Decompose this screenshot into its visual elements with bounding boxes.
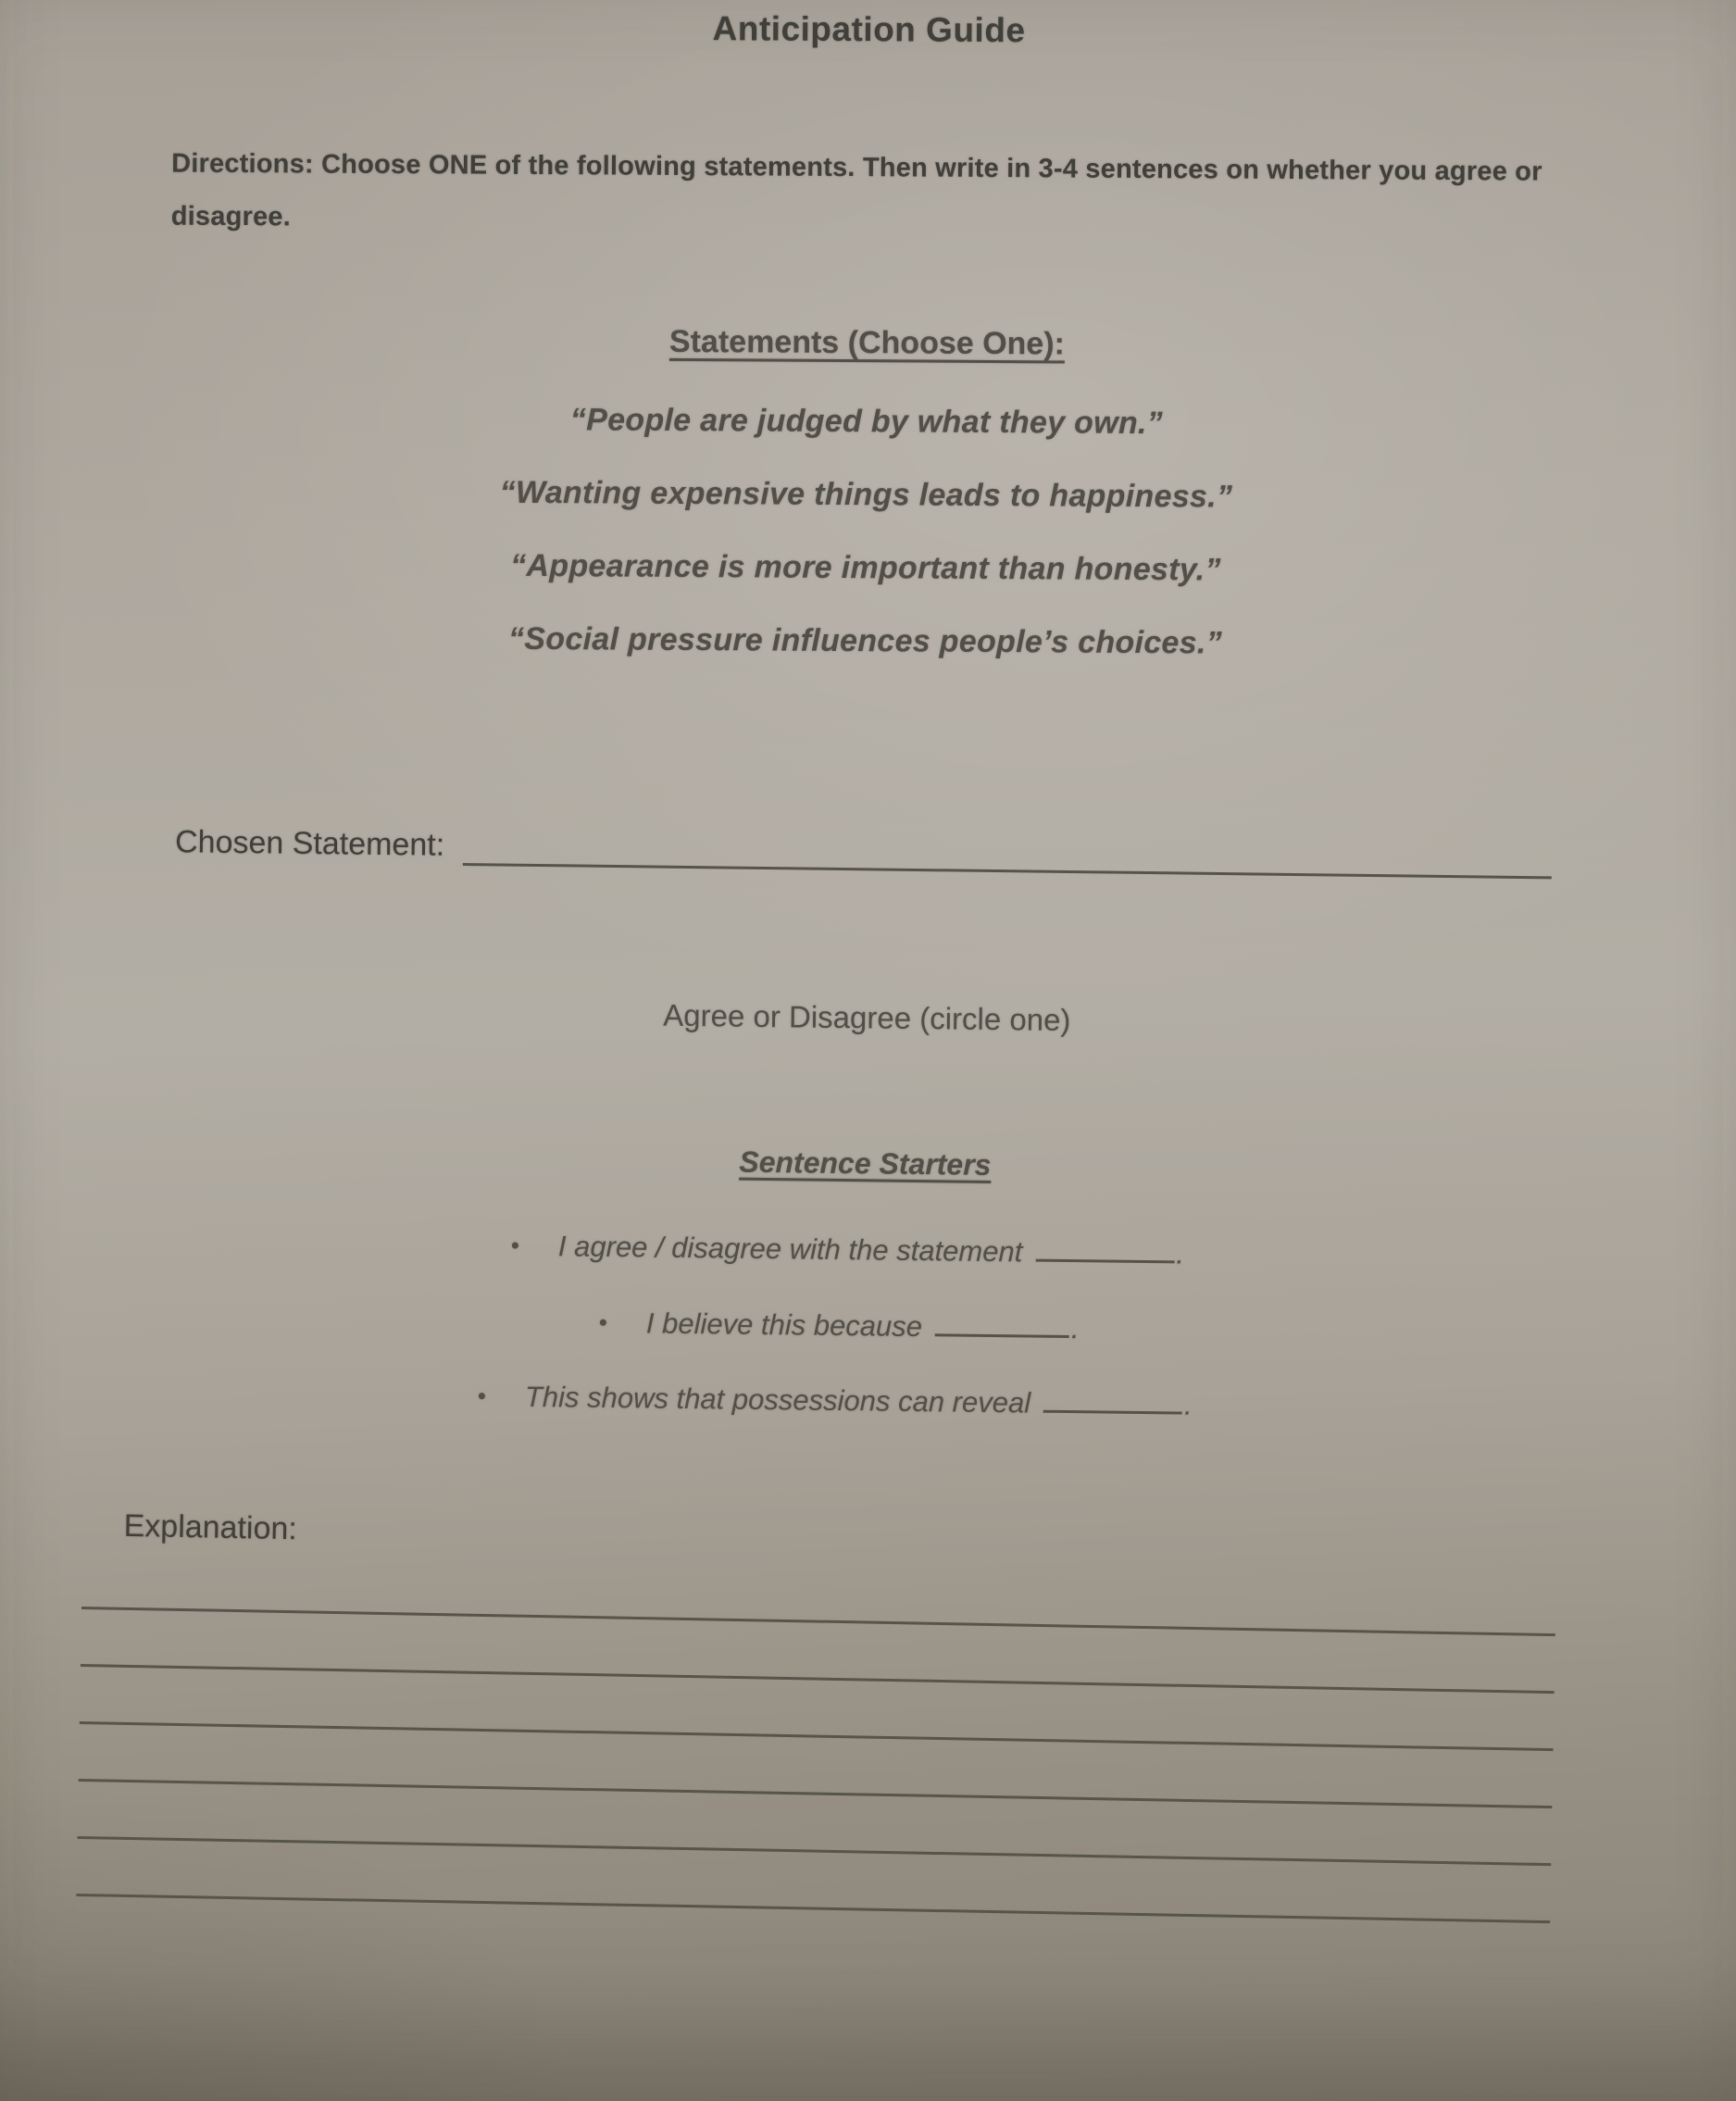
page-title: Anticipation Guide (712, 9, 1026, 50)
sentence-starter-suffix: . (1183, 1388, 1193, 1421)
agree-disagree-prompt: Agree or Disagree (circle one) (663, 997, 1071, 1038)
sentence-starter-text: I believe this because (645, 1307, 923, 1344)
bullet-icon: • (598, 1307, 608, 1336)
statements-heading: Statements (Choose One): (668, 323, 1066, 362)
bullet-icon: • (510, 1231, 520, 1259)
chosen-statement-label: Chosen Statement: (174, 824, 445, 863)
sentence-starter-text: This shows that possessions can reveal (524, 1380, 1031, 1419)
explanation-label: Explanation: (123, 1507, 298, 1547)
statement-item: “Social pressure influences people’s choices.” (507, 620, 1223, 661)
sentence-starter-suffix: . (1070, 1312, 1080, 1345)
statement-item: “Wanting expensive things leads to happiness.” (499, 474, 1233, 515)
sentence-starter-suffix: . (1176, 1237, 1185, 1270)
explanation-write-area (76, 1604, 1555, 1923)
directions-text: Directions: Choose ONE of the following statements. Then write in 3-4 sentences on whether you agree or disagree. (170, 148, 1542, 232)
sentence-starters-heading: Sentence Starters (739, 1144, 992, 1182)
statement-item: “People are judged by what they own.” (569, 402, 1164, 442)
sentence-starter-text: I agree / disagree with the statement (557, 1230, 1023, 1269)
statement-item: “Appearance is more important than honesty.” (510, 547, 1221, 588)
bullet-icon: • (477, 1382, 487, 1410)
